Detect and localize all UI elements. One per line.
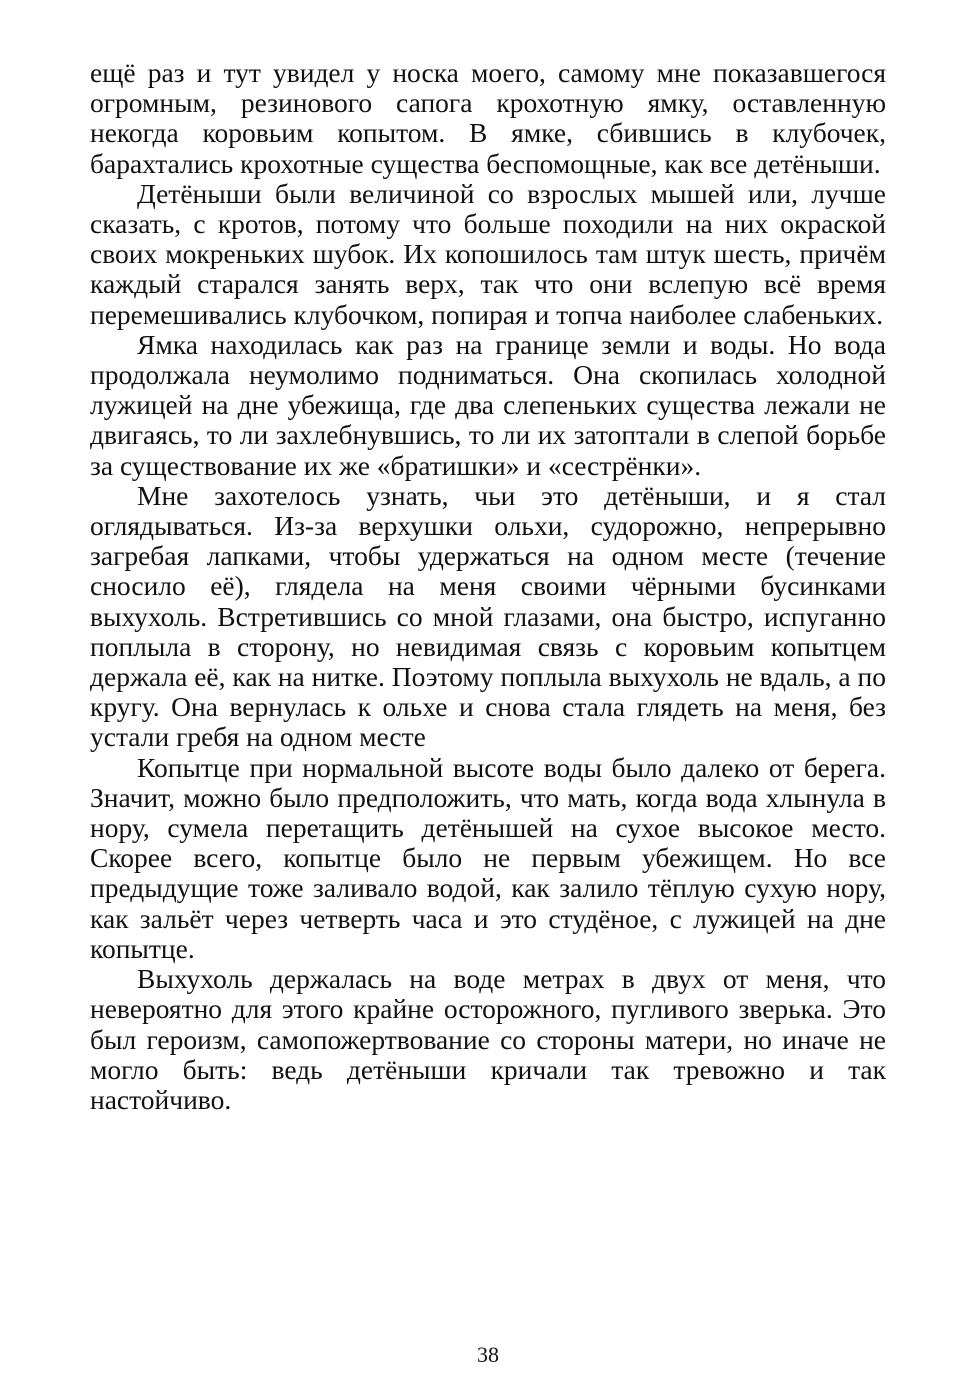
page-body [90,58,886,1358]
paragraph-1: ещё раз и тут увидел у носка моего, самому мне показавшегося огромным, резинового сапога крохотную ямку, оставленную некогда коровьим копытом. В ямке, сбившись в клубочек, барахтались крохотные существа беспомощные, как все детёныши. [90,57,886,179]
paragraph-4: Мне захотелось узнать, чьи это детёныши, и я стал оглядываться. Из-за верхушки ольхи, судорожно, непрерывно загребая лапками, чтобы удержаться на одном месте (течение сносило её), глядела на меня своими чёрными бусинками выхухоль. Встретившись со мной глазами, она быстро, испуганно поплыла в сторону, но невидимая связь с коровьим копытцем держала её, как на нитке. Поэтому поплыла выхухоль не вдаль, а по кругу. Она вернулась к ольхе и снова стала глядеть на меня, без устали гребя на одном месте [90,479,886,753]
page-number: 38 [477,1342,499,1367]
paragraph-3: Ямка находилась как раз на границе земли и воды. Но вода продолжала неумолимо подниматься. Она скопилась холодной лужицей на дне убежища, где два слепеньких существа лежали не двигаясь, то ли захлебнувшись, то ли их затоптали в слепой борьбе за существование их же «братишки» и «сестрёнки». [90,328,886,481]
paragraph-2: Детёныши были величиной со взрослых мышей или, лучше сказать, с кротов, потому что больше походили на них окраской своих мокреньких шубок. Их копошилось там штук шесть, причём каждый старался занять верх, так что они вслепую всё время перемешивались клубочком, попирая и топча наиболее слабеньких. [90,177,886,330]
paragraph-6: Выхухоль держалась на воде метрах в двух от меня, что невероятно для этого крайне осторожного, пугливого зверька. Это был героизм, самопожертвование со стороны матери, но иначе не могло быть: ведь детёныши кричали так тревожно и так настойчиво. [90,963,886,1115]
paragraph-5: Копытце при нормальной высоте воды было далеко от берега. Значит, можно было предположить, что мать, когда вода хлынула в нору, сумела перетащить детёнышей на сухое высокое место. Скорее всего, копытце было не первым убежищем. Но все предыдущие тоже заливало водой, как залило тёплую сухую нору, как зальёт через четверть часа и это студёное, с лужицей на дне копытце. [90,751,886,964]
